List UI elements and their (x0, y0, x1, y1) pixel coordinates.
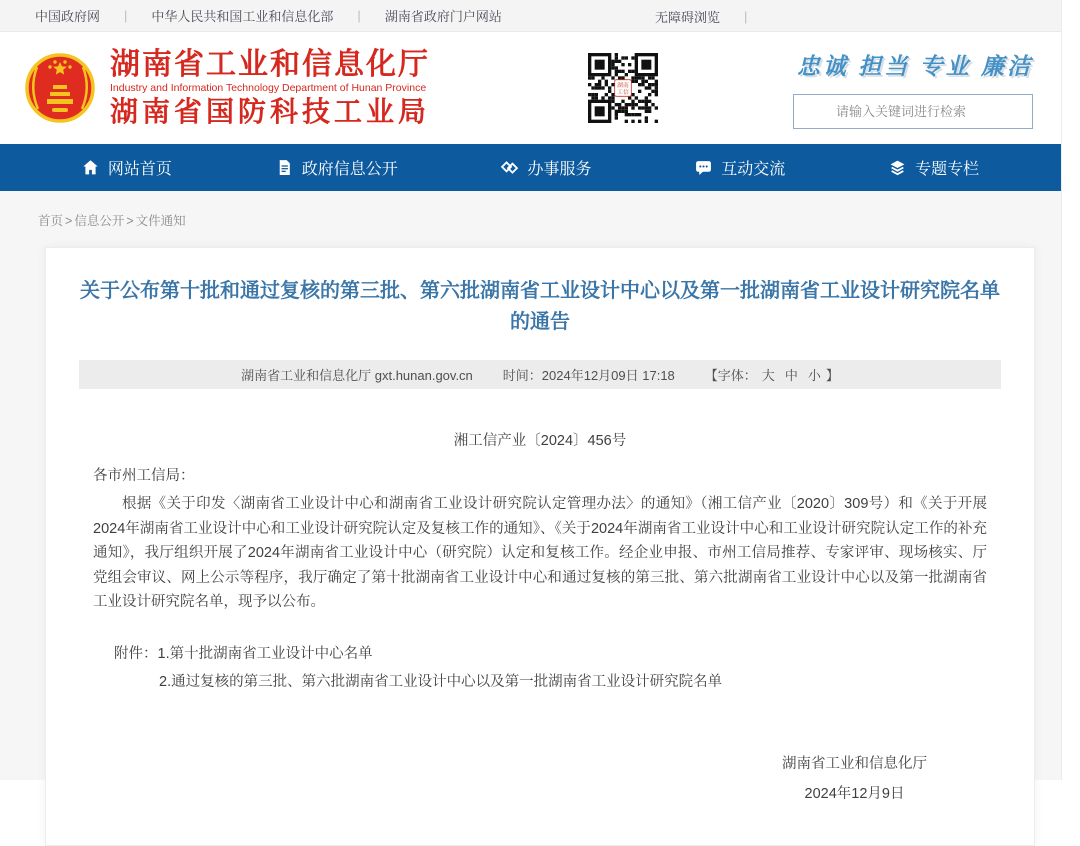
search-input[interactable] (793, 94, 1033, 129)
nav-item-services[interactable] (501, 156, 591, 179)
service-icon (501, 159, 518, 176)
national-emblem-logo (24, 52, 96, 124)
article-body (79, 429, 1001, 805)
nav-item-label: 政府信息公开 (301, 161, 398, 178)
attachment-link-2[interactable]: 2.通过复核的第三批、第六批湖南省工业设计中心以及第一批湖南省工业设计研究院名单 (159, 673, 723, 690)
nav-item-label: 网站首页 (107, 161, 172, 178)
attachment-line-1 (93, 641, 987, 667)
qr-center-text-2: 工信 (617, 89, 629, 96)
breadcrumb-file-notices[interactable]: 文件通知 (135, 214, 186, 228)
attachment-label: 附件： (114, 645, 158, 662)
font-size-control (705, 365, 839, 384)
nav-item-label: 办事服务 (527, 161, 592, 178)
attachment-line-2 (93, 669, 987, 695)
article-paragraph: 根据《关于印发〈湖南省工业设计中心和湖南省工业设计研究院认定管理办法〉的通知》（湘工信产业〔2020〕309号）和《关于开展2024年湖南省工业设计中心和工业设计研究院认定及复核工作的通知》、《关于2024年湖南省工业设计中心和工业设计研究院认定工作的补充通知》，我厅组织开展了2024年湖南省工业设计中心（研究院）认定和复核工作。经企业申报、市州工信局推荐、专家评审、现场核实、厅党组会审议、网上公示等程序，我厅确定了第十批湖南省工业设计中心和通过复核的第三批、第六批湖南省工业设计中心以及第一批湖南省工业设计研究院名单，现予以公布。 (93, 496, 987, 610)
font-size-suffix: 】 (825, 368, 839, 383)
top-utility-bar (0, 0, 1061, 32)
font-size-prefix: 【字体： (704, 368, 757, 383)
document-number: 湘工信产业〔2024〕456号 (453, 433, 627, 449)
org-name-en: Industry and Information Technology Department of Hunan Province (110, 82, 427, 94)
divider (124, 8, 127, 23)
topbar-link-hunan-gov[interactable]: 湖南省政府门户网站 (384, 9, 502, 24)
org-title-block (110, 48, 430, 128)
document-icon (276, 159, 293, 176)
signature-org: 湖南省工业和信息化厅 (782, 755, 927, 772)
main-nav (0, 144, 1061, 191)
topbar-link-miit[interactable]: 中华人民共和国工业和信息化部 (151, 9, 334, 24)
font-size-large-button[interactable]: 大 (761, 368, 775, 383)
article-source: 湖南省工业和信息化厅 gxt.hunan.gov.cn (241, 368, 473, 383)
nav-item-label: 互动交流 (721, 161, 786, 178)
qr-center-text-1: 湖南 (617, 83, 629, 90)
layers-icon (889, 159, 906, 176)
breadcrumb (0, 191, 1061, 247)
chat-icon (695, 159, 712, 176)
article-timestamp: 时间：2024年12月09日 17:18 (502, 368, 675, 383)
slogan-banner: 忠诚 担当 专业 廉洁 (796, 52, 1033, 79)
article-title: 关于公布第十批和通过复核的第三批、第六批湖南省工业设计中心以及第一批湖南省工业设计研究院名单的通告 (80, 280, 1000, 333)
nav-item-home[interactable] (82, 156, 172, 179)
org-name-secondary: 湖南省国防科技工业局 (110, 96, 431, 127)
nav-item-info-disclosure[interactable] (276, 156, 398, 179)
site-header (0, 32, 1061, 144)
nav-item-label: 专题专栏 (915, 161, 980, 178)
attachment-link-1[interactable]: 1.第十批湖南省工业设计中心名单 (157, 645, 373, 662)
home-icon (82, 159, 99, 176)
signature-date: 2024年12月9日 (804, 785, 905, 802)
accessibility-link[interactable]: 无障碍浏览 (655, 9, 721, 25)
font-size-small-button[interactable]: 小 (807, 368, 821, 383)
nav-item-special-topics[interactable] (889, 156, 979, 179)
font-size-medium-button[interactable]: 中 (784, 368, 798, 383)
signature-block (93, 753, 987, 805)
divider (357, 8, 360, 23)
qr-code (588, 53, 658, 123)
org-name-cn: 湖南省工业和信息化厅 (110, 48, 430, 81)
nav-item-interaction[interactable] (695, 156, 785, 179)
salutation: 各市州工信局： (93, 468, 195, 484)
article-meta-bar (79, 360, 1001, 389)
breadcrumb-home[interactable]: 首页 > (38, 214, 74, 228)
article-card (45, 247, 1035, 846)
topbar-link-gov-cn[interactable]: 中国政府网 (35, 9, 101, 24)
divider (744, 9, 747, 24)
breadcrumb-info-disclosure[interactable]: 信息公开 > (74, 214, 135, 228)
